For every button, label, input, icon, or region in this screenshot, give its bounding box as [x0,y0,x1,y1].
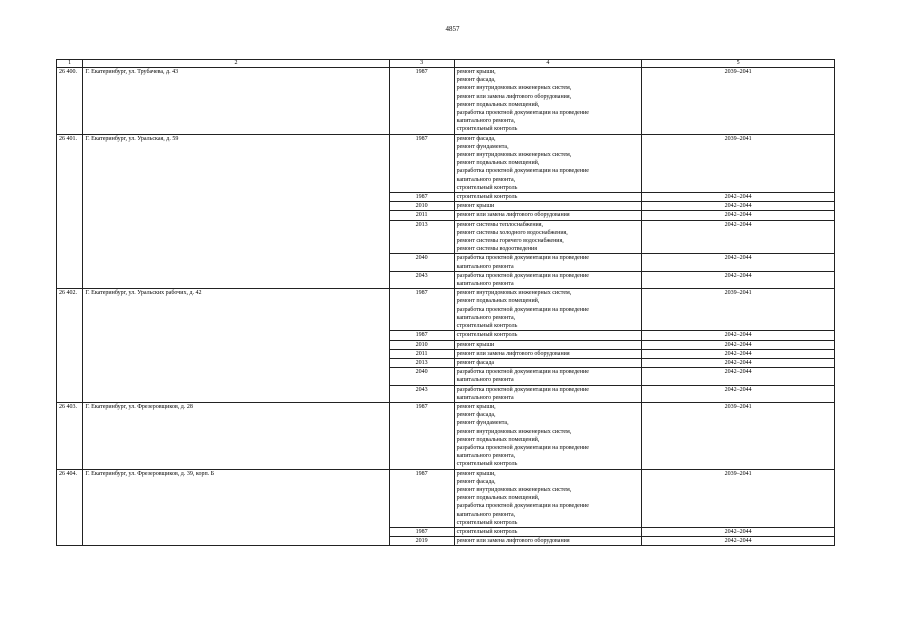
period-cell: 2042–2044 [642,358,835,367]
work-type-cell: строительный контроль [454,331,642,340]
address-cell: Г. Екатеринбург, ул. Фрезеровщиков, д. 39, корп. Б [83,469,389,546]
row-number-cell: 26 404. [57,469,83,546]
address-cell: Г. Екатеринбург, ул. Трубачева, д. 43 [83,68,389,135]
capital-repair-table [56,59,835,546]
work-type-cell: разработка проектной документации на проведение капитального ремонта [454,254,642,271]
period-cell: 2042–2044 [642,527,835,536]
column-number-3: 3 [389,60,454,68]
period-cell: 2039–2041 [642,469,835,527]
year-cell: 2043 [389,385,454,402]
year-cell: 2013 [389,358,454,367]
work-type-cell: ремонт крыши [454,340,642,349]
row-number-cell: 26 400. [57,68,83,135]
period-cell: 2042–2044 [642,340,835,349]
year-cell: 2013 [389,220,454,254]
row-number-cell: 26 403. [57,402,83,469]
work-type-cell: ремонт крыши, ремонт фасада, ремонт внутридомовых инженерных систем, ремонт или замена лифтового оборудования, ремонт подвальных помещений, разработка проектной документации на проведение капитального ремонта, строительный контроль [454,68,642,135]
row-number-cell: 26 402. [57,289,83,403]
work-type-cell: ремонт фасада, ремонт фундамента, ремонт внутридомовых инженерных систем, ремонт подвальных помещений, разработка проектной документации на проведение капитального ремонта, строительный контроль [454,134,642,192]
work-type-cell: строительный контроль [454,193,642,202]
column-number-1: 1 [57,60,83,68]
year-cell: 1987 [389,193,454,202]
column-numbers-row [57,60,835,68]
work-type-cell: разработка проектной документации на проведение капитального ремонта [454,385,642,402]
work-type-cell: строительный контроль [454,527,642,536]
year-cell: 1987 [389,134,454,192]
year-cell: 2019 [389,537,454,546]
year-cell: 1987 [389,527,454,536]
column-number-4: 4 [454,60,642,68]
period-cell: 2039–2041 [642,289,835,331]
table-row [57,289,835,331]
table-row [57,402,835,469]
period-cell: 2042–2044 [642,385,835,402]
period-cell: 2042–2044 [642,211,835,220]
year-cell: 2040 [389,254,454,271]
period-cell: 2042–2044 [642,193,835,202]
year-cell: 2011 [389,211,454,220]
column-number-2: 2 [83,60,389,68]
work-type-cell: ремонт крыши, ремонт фасада, ремонт внутридомовых инженерных систем, ремонт подвальных помещений, разработка проектной документации на проведение капитального ремонта, строительный контроль [454,469,642,527]
column-number-5: 5 [642,60,835,68]
year-cell: 1987 [389,469,454,527]
year-cell: 2011 [389,349,454,358]
work-type-cell: ремонт или замена лифтового оборудования [454,349,642,358]
work-type-cell: ремонт внутридомовых инженерных систем, ремонт подвальных помещений, разработка проектной документации на проведение капитального ремонта, строительный контроль [454,289,642,331]
period-cell: 2042–2044 [642,220,835,254]
address-cell: Г. Екатеринбург, ул. Уральская, д. 59 [83,134,389,289]
year-cell: 2010 [389,202,454,211]
period-cell: 2042–2044 [642,368,835,385]
period-cell: 2042–2044 [642,254,835,271]
work-type-cell: ремонт системы теплоснабжения, ремонт системы холодного водоснабжения, ремонт системы горячего водоснабжения, ремонт системы водоотведения [454,220,642,254]
work-type-cell: ремонт или замена лифтового оборудования [454,211,642,220]
address-cell: Г. Екатеринбург, ул. Фрезеровщиков, д. 28 [83,402,389,469]
work-type-cell: ремонт крыши [454,202,642,211]
period-cell: 2042–2044 [642,331,835,340]
work-type-cell: ремонт фасада [454,358,642,367]
period-cell: 2042–2044 [642,271,835,288]
table-row [57,68,835,135]
table-row [57,134,835,192]
period-cell: 2039–2041 [642,68,835,135]
period-cell: 2039–2041 [642,402,835,469]
table-body [57,68,835,546]
period-cell: 2042–2044 [642,202,835,211]
year-cell: 1987 [389,402,454,469]
period-cell: 2042–2044 [642,349,835,358]
year-cell: 2040 [389,368,454,385]
year-cell: 1987 [389,68,454,135]
address-cell: Г. Екатеринбург, ул. Уральских рабочих, д. 42 [83,289,389,403]
table-row [57,469,835,527]
work-type-cell: разработка проектной документации на проведение капитального ремонта [454,271,642,288]
work-type-cell: ремонт крыши, ремонт фасада, ремонт фундамента, ремонт внутридомовых инженерных систем, ремонт подвальных помещений, разработка проектной документации на проведение капитального ремонта, строительный контроль [454,402,642,469]
page-number: 4857 [445,25,460,33]
work-type-cell: разработка проектной документации на проведение капитального ремонта [454,368,642,385]
year-cell: 1987 [389,289,454,331]
year-cell: 2010 [389,340,454,349]
work-type-cell: ремонт или замена лифтового оборудования [454,537,642,546]
year-cell: 2043 [389,271,454,288]
row-number-cell: 26 401. [57,134,83,289]
period-cell: 2042–2044 [642,537,835,546]
period-cell: 2039–2041 [642,134,835,192]
year-cell: 1987 [389,331,454,340]
